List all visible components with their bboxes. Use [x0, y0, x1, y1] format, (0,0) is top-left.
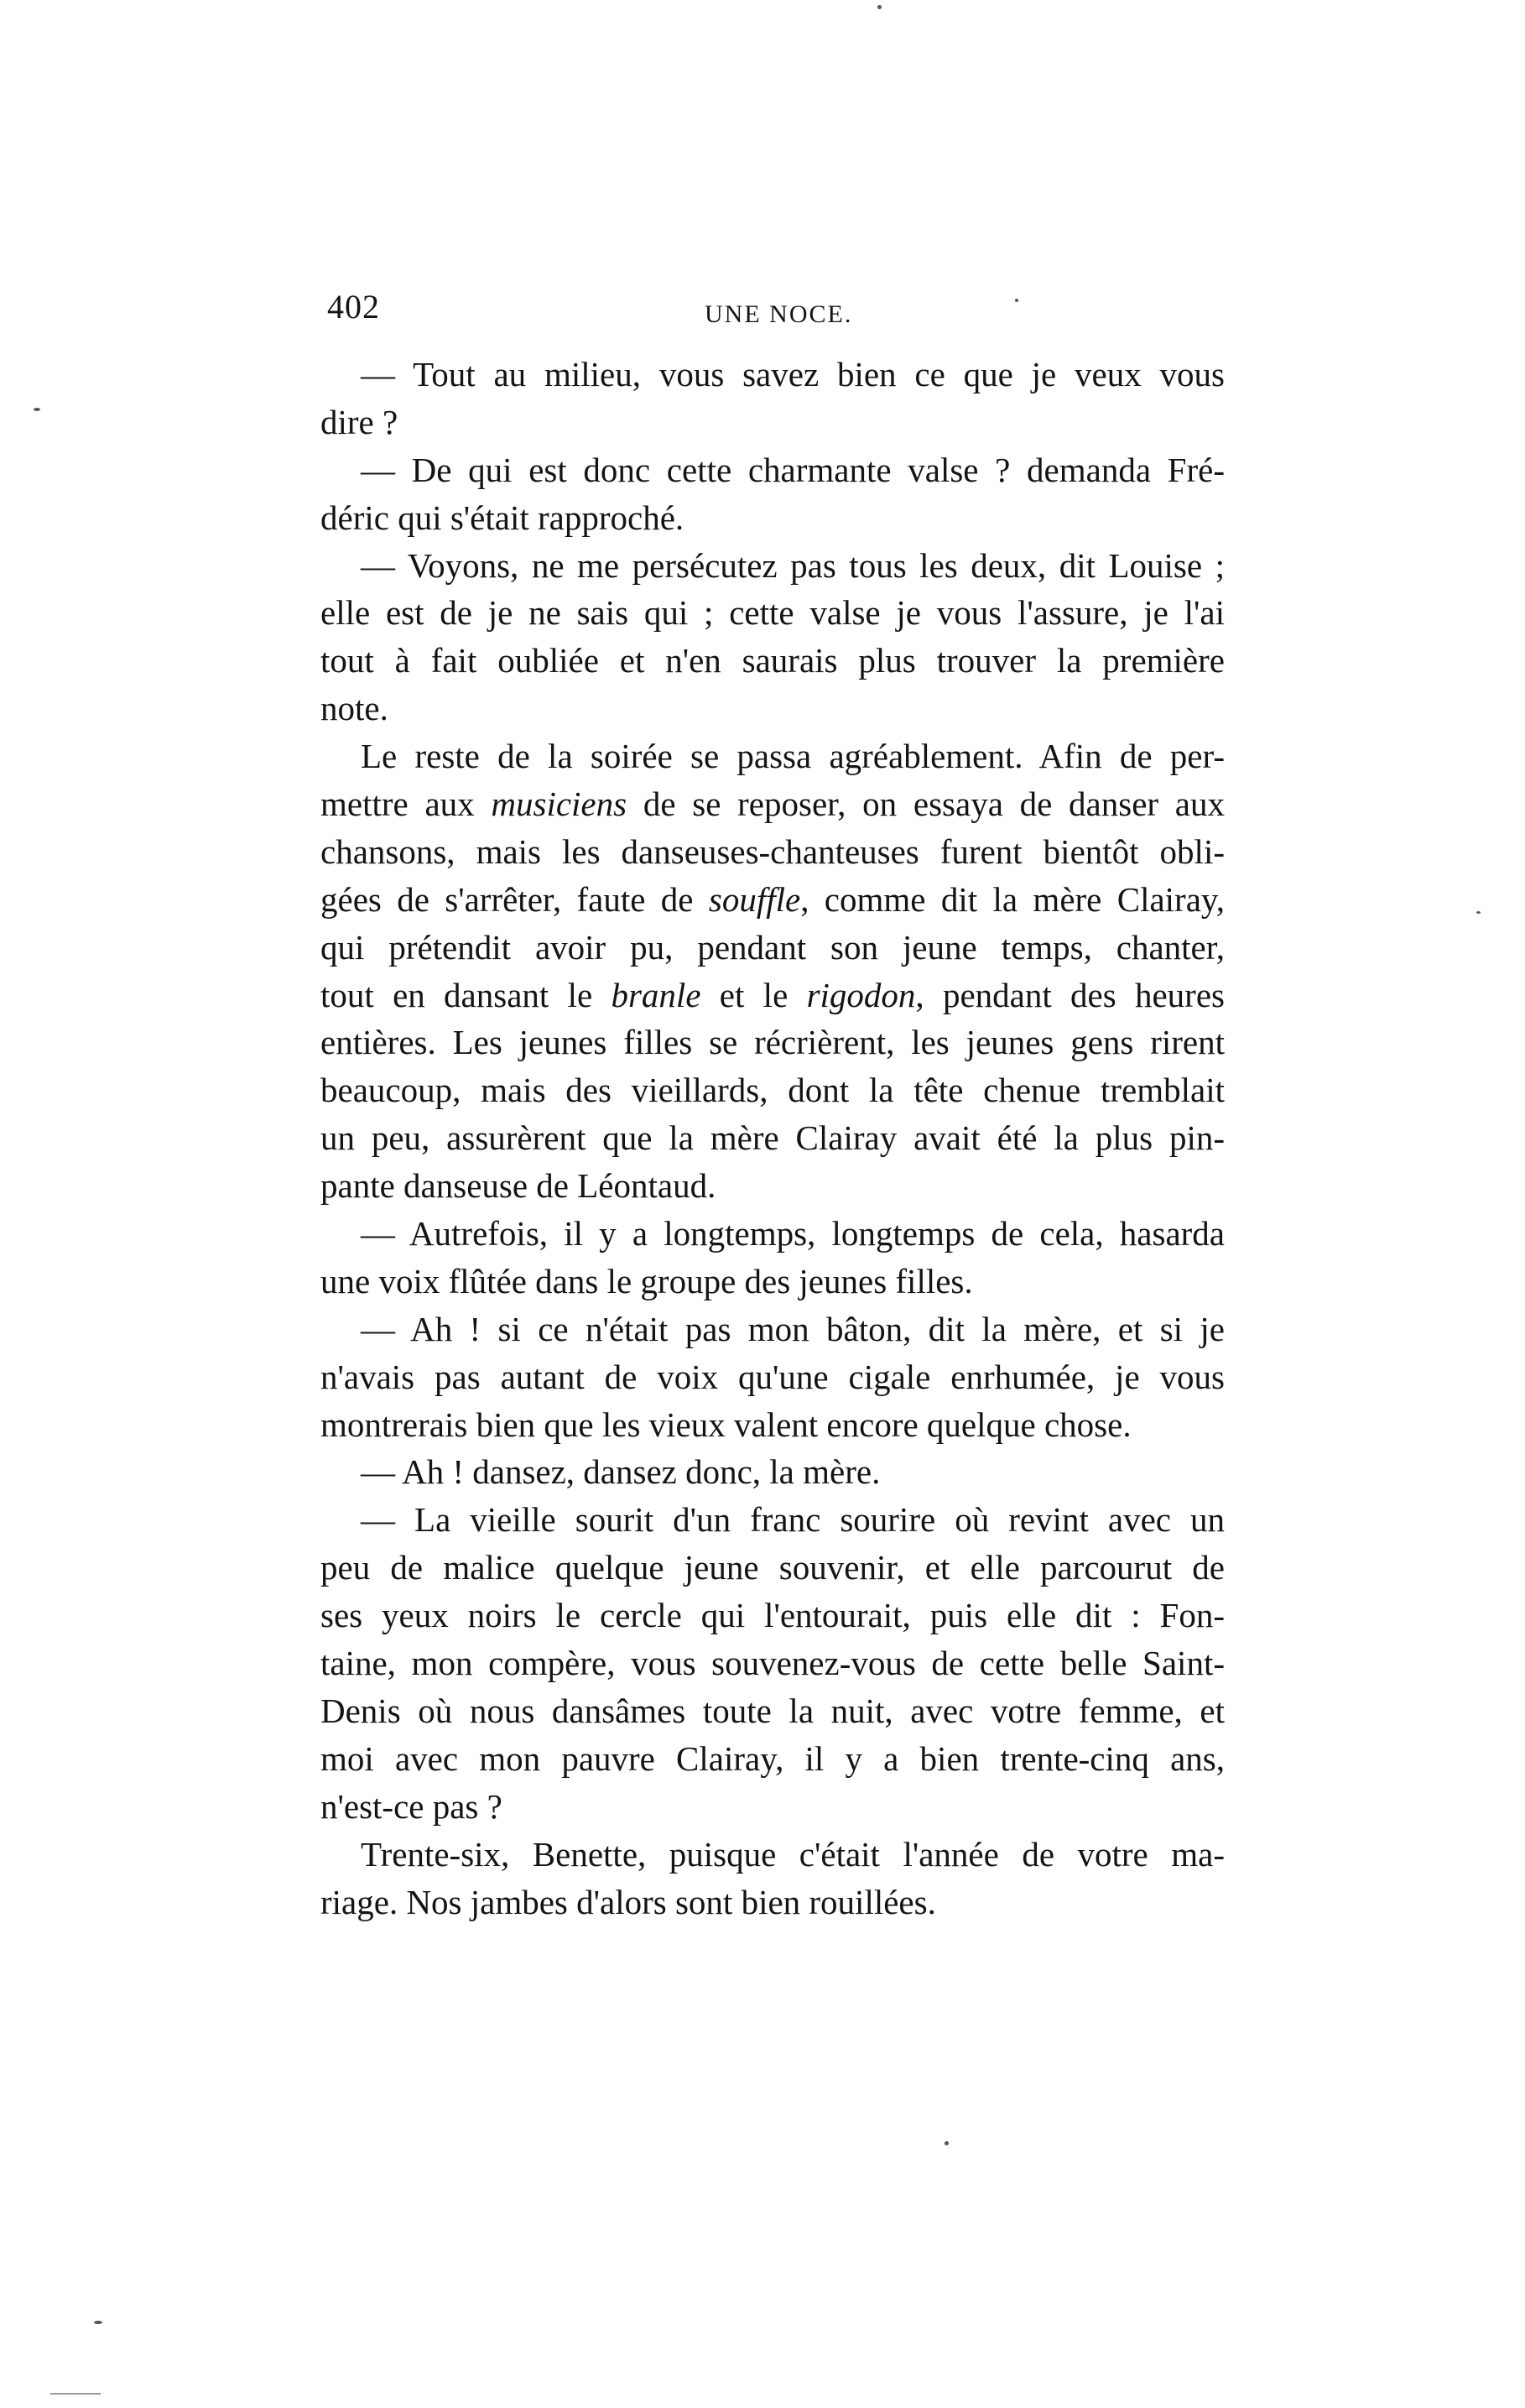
- scan-speck: [1015, 299, 1018, 302]
- text-line: entières. Les jeunes filles se récrièrent, les jeunes gens rirent: [320, 1023, 1225, 1062]
- text-line: tout en dansant le branle et le rigodon, pendant des heures: [320, 975, 1225, 1014]
- text-line: qui prétendit avoir pu, pendant son jeune temps, chanter,: [320, 927, 1225, 967]
- text-line: dire ?: [320, 402, 398, 441]
- text-line: une voix flûtée dans le groupe des jeunes filles.: [320, 1261, 973, 1300]
- text-line: — Ah ! si ce n'était pas mon bâton, dit la mère, et si je: [361, 1309, 1225, 1348]
- text-line: tout à fait oubliée et n'en saurais plus trouver la première: [320, 641, 1225, 680]
- text-line: déric qui s'était rapproché.: [320, 498, 684, 537]
- body-text: [320, 351, 1225, 1926]
- text-line: n'avais pas autant de voix qu'une cigale enrhumée, je vous: [320, 1357, 1225, 1396]
- text-line: montrerais bien que les vieux valent encore quelque chose.: [320, 1405, 1132, 1444]
- text-line: chansons, mais les danseuses-chanteuses furent bientôt obli-: [320, 831, 1225, 871]
- text-line: ses yeux noirs le cercle qui l'entourait, puis elle dit : Fon-: [320, 1596, 1225, 1635]
- page-number: 402: [327, 288, 380, 326]
- text-line: moi avec mon pauvre Clairay, il y a bien trente-cinq ans,: [320, 1738, 1225, 1778]
- text-line: — Autrefois, il y a longtemps, longtemps de cela, hasarda: [361, 1214, 1225, 1254]
- text-line: taine, mon compère, vous souvenez-vous de cette belle Saint-: [320, 1644, 1225, 1683]
- text-line: note.: [320, 689, 388, 728]
- running-title: UNE NOCE.: [705, 300, 853, 328]
- text-line: Le reste de la soirée se passa agréablement. Afin de per-: [361, 737, 1225, 776]
- text-line: — La vieille sourit d'un franc sourire où revint avec un: [361, 1500, 1225, 1540]
- text-line: — Ah ! dansez, dansez donc, la mère.: [361, 1452, 881, 1492]
- scan-speck: [34, 408, 40, 411]
- text-line: elle est de je ne sais qui ; cette valse je vous l'assure, je l'ai: [320, 593, 1225, 633]
- text-line: n'est-ce pas ?: [320, 1786, 502, 1826]
- text-line: Denis où nous dansâmes toute la nuit, avec votre femme, et: [320, 1691, 1225, 1730]
- scan-speck: [945, 2141, 949, 2145]
- page-header: [320, 287, 1226, 337]
- scan-speck: [877, 5, 882, 9]
- text-line: beaucoup, mais des vieillards, dont la tête chenue tremblait: [320, 1071, 1225, 1110]
- text-line: riage. Nos jambes d'alors sont bien rouillées.: [320, 1882, 936, 1921]
- scan-speck: [1476, 911, 1481, 914]
- text-line: peu de malice quelque jeune souvenir, et elle parcourut de: [320, 1548, 1225, 1587]
- text-line: un peu, assurèrent que la mère Clairay avait été la plus pin-: [320, 1118, 1225, 1158]
- text-line: — Voyons, ne me persécutez pas tous les deux, dit Louise ;: [361, 545, 1225, 585]
- text-line: — Tout au milieu, vous savez bien ce que je veux vous: [361, 355, 1225, 394]
- text-line: — De qui est donc cette charmante valse ? demanda Fré-: [361, 450, 1225, 489]
- text-line: mettre aux musiciens de se reposer, on essaya de danser aux: [320, 784, 1225, 824]
- scan-edge-mark: [50, 2393, 101, 2395]
- text-line: gées de s'arrêter, faute de souffle, comme dit la mère Clairay,: [320, 879, 1225, 919]
- scan-speck: [94, 2321, 102, 2324]
- text-line: Trente-six, Benette, puisque c'était l'année de votre ma-: [361, 1834, 1225, 1874]
- text-line: pante danseuse de Léontaud.: [320, 1166, 716, 1206]
